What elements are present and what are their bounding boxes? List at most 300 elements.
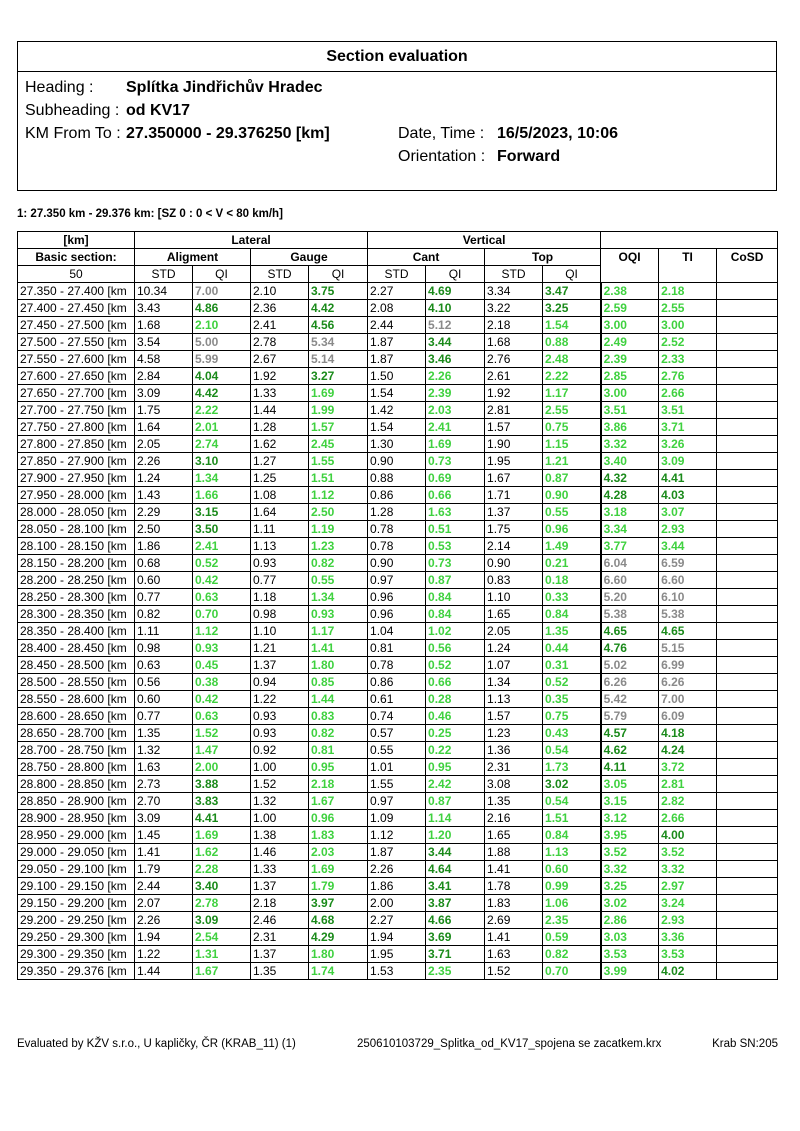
oqi-cell: 4.28 bbox=[601, 487, 659, 504]
gauge-std-cell: 1.37 bbox=[251, 878, 309, 895]
gauge-qi-cell: 1.80 bbox=[309, 657, 368, 674]
km-value: 27.350000 - 29.376250 [km] bbox=[126, 125, 330, 142]
oqi-cell: 3.32 bbox=[601, 436, 659, 453]
cosd-cell bbox=[717, 623, 778, 640]
top-std-header: STD bbox=[485, 266, 543, 283]
cosd-cell bbox=[717, 725, 778, 742]
gauge-qi-cell: 3.97 bbox=[309, 895, 368, 912]
cosd-header: CoSD bbox=[717, 249, 778, 283]
gauge-qi-cell: 1.57 bbox=[309, 419, 368, 436]
cant-std-header: STD bbox=[368, 266, 426, 283]
top-qi-cell: 0.33 bbox=[543, 589, 601, 606]
ti-cell: 5.15 bbox=[659, 640, 717, 657]
gauge-std-cell: 1.22 bbox=[251, 691, 309, 708]
cant-std-cell: 1.86 bbox=[368, 878, 426, 895]
cosd-cell bbox=[717, 963, 778, 980]
top-qi-cell: 1.15 bbox=[543, 436, 601, 453]
gauge-qi-cell: 1.83 bbox=[309, 827, 368, 844]
oqi-cell: 3.02 bbox=[601, 895, 659, 912]
alignment-std-cell: 1.86 bbox=[135, 538, 193, 555]
top-qi-cell: 2.55 bbox=[543, 402, 601, 419]
oqi-cell: 4.76 bbox=[601, 640, 659, 657]
top-std-cell: 1.95 bbox=[485, 453, 543, 470]
basic-section-header: Basic section: bbox=[18, 249, 135, 266]
cant-std-cell: 2.44 bbox=[368, 317, 426, 334]
ti-cell: 4.41 bbox=[659, 470, 717, 487]
cosd-cell bbox=[717, 776, 778, 793]
km-range-cell: 28.250 - 28.300 [km bbox=[18, 589, 135, 606]
cant-std-cell: 1.42 bbox=[368, 402, 426, 419]
gauge-std-cell: 0.93 bbox=[251, 555, 309, 572]
gauge-std-cell: 1.92 bbox=[251, 368, 309, 385]
alignment-qi-cell: 3.15 bbox=[193, 504, 251, 521]
cant-qi-cell: 0.87 bbox=[426, 793, 485, 810]
cant-std-cell: 0.74 bbox=[368, 708, 426, 725]
table-row bbox=[18, 470, 778, 487]
alignment-std-cell: 2.26 bbox=[135, 453, 193, 470]
top-std-cell: 2.16 bbox=[485, 810, 543, 827]
ti-cell: 3.44 bbox=[659, 538, 717, 555]
cant-qi-cell: 1.02 bbox=[426, 623, 485, 640]
alignment-std-cell: 2.84 bbox=[135, 368, 193, 385]
gauge-std-cell: 1.00 bbox=[251, 759, 309, 776]
table-row bbox=[18, 844, 778, 861]
top-std-cell: 1.88 bbox=[485, 844, 543, 861]
oqi-cell: 2.85 bbox=[601, 368, 659, 385]
km-range-cell: 27.400 - 27.450 [km bbox=[18, 300, 135, 317]
table-row bbox=[18, 759, 778, 776]
gauge-qi-cell: 1.12 bbox=[309, 487, 368, 504]
alignment-qi-cell: 4.42 bbox=[193, 385, 251, 402]
cant-qi-cell: 0.66 bbox=[426, 487, 485, 504]
cant-std-cell: 0.86 bbox=[368, 674, 426, 691]
gauge-qi-cell: 3.27 bbox=[309, 368, 368, 385]
ti-cell: 2.93 bbox=[659, 521, 717, 538]
top-std-cell: 0.90 bbox=[485, 555, 543, 572]
cant-std-cell: 1.28 bbox=[368, 504, 426, 521]
cosd-cell bbox=[717, 759, 778, 776]
ti-cell: 7.00 bbox=[659, 691, 717, 708]
km-range-cell: 29.300 - 29.350 [km bbox=[18, 946, 135, 963]
top-std-cell: 1.23 bbox=[485, 725, 543, 742]
top-std-cell: 1.78 bbox=[485, 878, 543, 895]
km-range-cell: 28.550 - 28.600 [km bbox=[18, 691, 135, 708]
orientation-label: Orientation : bbox=[398, 148, 486, 165]
alignment-qi-cell: 5.99 bbox=[193, 351, 251, 368]
ti-cell: 3.51 bbox=[659, 402, 717, 419]
alignment-std-cell: 1.41 bbox=[135, 844, 193, 861]
oqi-cell: 3.53 bbox=[601, 946, 659, 963]
cosd-cell bbox=[717, 929, 778, 946]
ti-cell: 4.02 bbox=[659, 963, 717, 980]
km-range-cell: 28.850 - 28.900 [km bbox=[18, 793, 135, 810]
alignment-qi-cell: 2.22 bbox=[193, 402, 251, 419]
km-range-cell: 29.150 - 29.200 [km bbox=[18, 895, 135, 912]
cosd-cell bbox=[717, 334, 778, 351]
oqi-cell: 5.20 bbox=[601, 589, 659, 606]
cant-qi-header: QI bbox=[426, 266, 485, 283]
cant-qi-cell: 0.95 bbox=[426, 759, 485, 776]
alignment-qi-cell: 2.28 bbox=[193, 861, 251, 878]
ti-cell: 3.72 bbox=[659, 759, 717, 776]
report-title: Section evaluation bbox=[18, 42, 776, 72]
ti-cell: 4.65 bbox=[659, 623, 717, 640]
oqi-cell: 3.12 bbox=[601, 810, 659, 827]
alignment-std-cell: 1.22 bbox=[135, 946, 193, 963]
table-row bbox=[18, 623, 778, 640]
km-range-cell: 27.350 - 27.400 [km bbox=[18, 283, 135, 300]
gauge-qi-cell: 2.45 bbox=[309, 436, 368, 453]
header-row-2 bbox=[18, 249, 778, 266]
cosd-cell bbox=[717, 419, 778, 436]
alignment-qi-cell: 3.83 bbox=[193, 793, 251, 810]
alignment-std-cell: 0.82 bbox=[135, 606, 193, 623]
cant-qi-cell: 0.52 bbox=[426, 657, 485, 674]
cant-std-cell: 1.12 bbox=[368, 827, 426, 844]
gauge-qi-cell: 0.85 bbox=[309, 674, 368, 691]
km-range-cell: 28.700 - 28.750 [km bbox=[18, 742, 135, 759]
top-qi-cell: 0.18 bbox=[543, 572, 601, 589]
alignment-qi-cell: 0.45 bbox=[193, 657, 251, 674]
table-row bbox=[18, 674, 778, 691]
km-range-cell: 27.650 - 27.700 [km bbox=[18, 385, 135, 402]
oqi-cell: 4.62 bbox=[601, 742, 659, 759]
top-qi-cell: 0.44 bbox=[543, 640, 601, 657]
alignment-header: Aligment bbox=[135, 249, 251, 266]
top-std-cell: 2.31 bbox=[485, 759, 543, 776]
cant-qi-cell: 1.69 bbox=[426, 436, 485, 453]
km-range-cell: 27.900 - 27.950 [km bbox=[18, 470, 135, 487]
cosd-cell bbox=[717, 742, 778, 759]
gauge-std-cell: 0.94 bbox=[251, 674, 309, 691]
heading-label: Heading : bbox=[25, 79, 94, 96]
gauge-std-cell: 1.21 bbox=[251, 640, 309, 657]
cosd-cell bbox=[717, 470, 778, 487]
section-length: 50 bbox=[18, 266, 135, 283]
orientation-value: Forward bbox=[497, 148, 561, 165]
table-row bbox=[18, 283, 778, 300]
cant-std-cell: 1.87 bbox=[368, 334, 426, 351]
gauge-std-cell: 1.44 bbox=[251, 402, 309, 419]
oqi-header: OQI bbox=[601, 249, 659, 283]
gauge-std-cell: 1.62 bbox=[251, 436, 309, 453]
gauge-std-cell: 0.92 bbox=[251, 742, 309, 759]
gauge-qi-cell: 0.82 bbox=[309, 725, 368, 742]
cosd-cell bbox=[717, 895, 778, 912]
gauge-std-cell: 2.41 bbox=[251, 317, 309, 334]
gauge-qi-cell: 2.18 bbox=[309, 776, 368, 793]
gauge-std-cell: 2.18 bbox=[251, 895, 309, 912]
ti-cell: 3.71 bbox=[659, 419, 717, 436]
cant-std-cell: 1.87 bbox=[368, 844, 426, 861]
cant-qi-cell: 2.35 bbox=[426, 963, 485, 980]
alignment-qi-cell: 2.78 bbox=[193, 895, 251, 912]
cant-std-cell: 1.95 bbox=[368, 946, 426, 963]
gauge-std-cell: 1.37 bbox=[251, 946, 309, 963]
top-qi-cell: 0.54 bbox=[543, 742, 601, 759]
top-qi-cell: 0.88 bbox=[543, 334, 601, 351]
oqi-cell: 3.40 bbox=[601, 453, 659, 470]
alignment-std-cell: 0.56 bbox=[135, 674, 193, 691]
cant-qi-cell: 0.66 bbox=[426, 674, 485, 691]
top-std-cell: 1.35 bbox=[485, 793, 543, 810]
cosd-cell bbox=[717, 674, 778, 691]
top-std-cell: 2.18 bbox=[485, 317, 543, 334]
top-qi-cell: 3.02 bbox=[543, 776, 601, 793]
cant-qi-cell: 0.84 bbox=[426, 589, 485, 606]
top-std-cell: 1.65 bbox=[485, 606, 543, 623]
oqi-cell: 3.25 bbox=[601, 878, 659, 895]
alignment-qi-cell: 3.88 bbox=[193, 776, 251, 793]
gauge-std-cell: 0.93 bbox=[251, 708, 309, 725]
top-qi-cell: 1.51 bbox=[543, 810, 601, 827]
cosd-cell bbox=[717, 708, 778, 725]
cant-qi-cell: 1.20 bbox=[426, 827, 485, 844]
ti-cell: 3.32 bbox=[659, 861, 717, 878]
top-std-cell: 1.34 bbox=[485, 674, 543, 691]
ti-cell: 3.09 bbox=[659, 453, 717, 470]
cosd-cell bbox=[717, 912, 778, 929]
ti-cell: 4.00 bbox=[659, 827, 717, 844]
top-std-cell: 3.22 bbox=[485, 300, 543, 317]
oqi-cell: 5.79 bbox=[601, 708, 659, 725]
km-range-cell: 29.250 - 29.300 [km bbox=[18, 929, 135, 946]
oqi-cell: 3.03 bbox=[601, 929, 659, 946]
top-std-cell: 1.90 bbox=[485, 436, 543, 453]
table-row bbox=[18, 317, 778, 334]
cant-std-cell: 0.88 bbox=[368, 470, 426, 487]
cant-qi-cell: 1.14 bbox=[426, 810, 485, 827]
top-std-cell: 1.13 bbox=[485, 691, 543, 708]
alignment-qi-cell: 1.34 bbox=[193, 470, 251, 487]
gauge-std-cell: 1.28 bbox=[251, 419, 309, 436]
cant-qi-cell: 3.44 bbox=[426, 844, 485, 861]
km-range-cell: 29.200 - 29.250 [km bbox=[18, 912, 135, 929]
table-row bbox=[18, 963, 778, 980]
gauge-std-cell: 1.00 bbox=[251, 810, 309, 827]
alignment-std-cell: 4.58 bbox=[135, 351, 193, 368]
table-row bbox=[18, 334, 778, 351]
top-qi-cell: 0.54 bbox=[543, 793, 601, 810]
top-qi-cell: 0.31 bbox=[543, 657, 601, 674]
cosd-cell bbox=[717, 606, 778, 623]
ti-cell: 2.97 bbox=[659, 878, 717, 895]
alignment-qi-cell: 0.42 bbox=[193, 572, 251, 589]
top-std-cell: 1.63 bbox=[485, 946, 543, 963]
top-qi-cell: 0.52 bbox=[543, 674, 601, 691]
top-std-cell: 1.36 bbox=[485, 742, 543, 759]
gauge-qi-cell: 1.55 bbox=[309, 453, 368, 470]
top-qi-cell: 1.13 bbox=[543, 844, 601, 861]
cosd-cell bbox=[717, 793, 778, 810]
km-range-cell: 28.150 - 28.200 [km bbox=[18, 555, 135, 572]
cant-qi-cell: 0.73 bbox=[426, 555, 485, 572]
alignment-qi-cell: 1.47 bbox=[193, 742, 251, 759]
table-row bbox=[18, 810, 778, 827]
cant-qi-cell: 3.71 bbox=[426, 946, 485, 963]
ti-cell: 5.38 bbox=[659, 606, 717, 623]
alignment-qi-cell: 1.52 bbox=[193, 725, 251, 742]
gauge-qi-cell: 1.80 bbox=[309, 946, 368, 963]
cant-qi-cell: 2.39 bbox=[426, 385, 485, 402]
top-qi-cell: 3.25 bbox=[543, 300, 601, 317]
km-range-cell: 27.750 - 27.800 [km bbox=[18, 419, 135, 436]
gauge-std-cell: 2.10 bbox=[251, 283, 309, 300]
table-row bbox=[18, 725, 778, 742]
cant-std-cell: 0.90 bbox=[368, 453, 426, 470]
cosd-cell bbox=[717, 436, 778, 453]
ti-cell: 2.76 bbox=[659, 368, 717, 385]
oqi-cell: 4.57 bbox=[601, 725, 659, 742]
oqi-cell: 3.77 bbox=[601, 538, 659, 555]
gauge-qi-cell: 5.14 bbox=[309, 351, 368, 368]
cant-qi-cell: 0.69 bbox=[426, 470, 485, 487]
alignment-std-cell: 2.50 bbox=[135, 521, 193, 538]
header-row-1 bbox=[18, 232, 778, 249]
alignment-qi-cell: 2.10 bbox=[193, 317, 251, 334]
cant-std-cell: 0.78 bbox=[368, 521, 426, 538]
footer-evaluator: Evaluated by KŽV s.r.o., U kapličky, ČR (KRAB_11) (1) bbox=[17, 1038, 296, 1050]
ti-cell: 2.81 bbox=[659, 776, 717, 793]
top-qi-cell: 1.54 bbox=[543, 317, 601, 334]
top-qi-cell: 2.35 bbox=[543, 912, 601, 929]
table-row bbox=[18, 878, 778, 895]
top-std-cell: 2.76 bbox=[485, 351, 543, 368]
subheading-label: Subheading : bbox=[25, 102, 120, 119]
alignment-std-cell: 0.60 bbox=[135, 691, 193, 708]
top-std-cell: 1.07 bbox=[485, 657, 543, 674]
footer-filename: 250610103729_Splitka_od_KV17_spojena se zacatkem.krx bbox=[357, 1038, 662, 1050]
cant-qi-cell: 4.64 bbox=[426, 861, 485, 878]
table-row bbox=[18, 504, 778, 521]
alignment-std-cell: 1.63 bbox=[135, 759, 193, 776]
gauge-std-cell: 2.78 bbox=[251, 334, 309, 351]
gauge-qi-cell: 3.75 bbox=[309, 283, 368, 300]
oqi-cell: 2.86 bbox=[601, 912, 659, 929]
table-row bbox=[18, 402, 778, 419]
oqi-cell: 3.52 bbox=[601, 844, 659, 861]
ti-cell: 6.99 bbox=[659, 657, 717, 674]
alignment-qi-cell: 2.41 bbox=[193, 538, 251, 555]
top-qi-cell: 0.84 bbox=[543, 827, 601, 844]
top-qi-cell: 2.22 bbox=[543, 368, 601, 385]
oqi-cell: 3.00 bbox=[601, 317, 659, 334]
oqi-cell: 4.32 bbox=[601, 470, 659, 487]
ti-cell: 3.53 bbox=[659, 946, 717, 963]
alignment-std-cell: 2.07 bbox=[135, 895, 193, 912]
km-range-cell: 28.300 - 28.350 [km bbox=[18, 606, 135, 623]
cant-qi-cell: 2.26 bbox=[426, 368, 485, 385]
alignment-std-cell: 2.29 bbox=[135, 504, 193, 521]
cant-std-cell: 2.27 bbox=[368, 283, 426, 300]
gauge-qi-cell: 1.17 bbox=[309, 623, 368, 640]
alignment-qi-cell: 3.50 bbox=[193, 521, 251, 538]
ti-cell: 4.03 bbox=[659, 487, 717, 504]
top-qi-cell: 1.35 bbox=[543, 623, 601, 640]
cant-qi-cell: 2.42 bbox=[426, 776, 485, 793]
cant-qi-cell: 0.25 bbox=[426, 725, 485, 742]
alignment-qi-cell: 4.04 bbox=[193, 368, 251, 385]
gauge-std-cell: 1.37 bbox=[251, 657, 309, 674]
alignment-qi-cell: 0.70 bbox=[193, 606, 251, 623]
lateral-header: Lateral bbox=[135, 232, 368, 249]
km-range-cell: 28.100 - 28.150 [km bbox=[18, 538, 135, 555]
top-qi-cell: 0.75 bbox=[543, 419, 601, 436]
subheading-value: od KV17 bbox=[126, 102, 191, 119]
km-range-cell: 28.200 - 28.250 [km bbox=[18, 572, 135, 589]
alignment-std-cell: 1.94 bbox=[135, 929, 193, 946]
oqi-cell: 3.95 bbox=[601, 827, 659, 844]
alignment-qi-cell: 1.12 bbox=[193, 623, 251, 640]
cosd-cell bbox=[717, 538, 778, 555]
cosd-cell bbox=[717, 844, 778, 861]
table-row bbox=[18, 572, 778, 589]
cant-std-cell: 1.50 bbox=[368, 368, 426, 385]
ti-cell: 3.36 bbox=[659, 929, 717, 946]
table-row bbox=[18, 419, 778, 436]
table-row bbox=[18, 895, 778, 912]
alignment-qi-cell: 4.86 bbox=[193, 300, 251, 317]
cosd-cell bbox=[717, 504, 778, 521]
gauge-qi-cell: 1.51 bbox=[309, 470, 368, 487]
km-range-cell: 28.350 - 28.400 [km bbox=[18, 623, 135, 640]
gauge-std-cell: 1.08 bbox=[251, 487, 309, 504]
cant-qi-cell: 0.53 bbox=[426, 538, 485, 555]
alignment-qi-cell: 1.67 bbox=[193, 963, 251, 980]
gauge-std-cell: 2.67 bbox=[251, 351, 309, 368]
top-qi-cell: 0.35 bbox=[543, 691, 601, 708]
gauge-std-cell: 1.27 bbox=[251, 453, 309, 470]
cosd-cell bbox=[717, 453, 778, 470]
top-qi-cell: 1.06 bbox=[543, 895, 601, 912]
cosd-cell bbox=[717, 368, 778, 385]
cant-std-cell: 1.87 bbox=[368, 351, 426, 368]
gauge-qi-cell: 0.83 bbox=[309, 708, 368, 725]
ti-cell: 6.09 bbox=[659, 708, 717, 725]
gauge-std-cell: 1.33 bbox=[251, 385, 309, 402]
km-range-cell: 29.000 - 29.050 [km bbox=[18, 844, 135, 861]
cosd-cell bbox=[717, 640, 778, 657]
gauge-std-cell: 0.98 bbox=[251, 606, 309, 623]
alignment-qi-cell: 1.31 bbox=[193, 946, 251, 963]
top-std-cell: 1.92 bbox=[485, 385, 543, 402]
cant-std-cell: 2.26 bbox=[368, 861, 426, 878]
oqi-cell: 6.04 bbox=[601, 555, 659, 572]
top-qi-cell: 0.21 bbox=[543, 555, 601, 572]
cant-std-cell: 1.09 bbox=[368, 810, 426, 827]
ti-cell: 2.93 bbox=[659, 912, 717, 929]
oqi-cell: 2.39 bbox=[601, 351, 659, 368]
alignment-std-cell: 2.26 bbox=[135, 912, 193, 929]
km-range-cell: 28.050 - 28.100 [km bbox=[18, 521, 135, 538]
alignment-std-cell: 1.79 bbox=[135, 861, 193, 878]
alignment-qi-cell: 3.40 bbox=[193, 878, 251, 895]
vertical-header: Vertical bbox=[368, 232, 601, 249]
cant-std-cell: 0.61 bbox=[368, 691, 426, 708]
table-row bbox=[18, 589, 778, 606]
oqi-cell: 4.11 bbox=[601, 759, 659, 776]
cosd-cell bbox=[717, 572, 778, 589]
ti-cell: 6.10 bbox=[659, 589, 717, 606]
gauge-std-header: STD bbox=[251, 266, 309, 283]
cosd-cell bbox=[717, 827, 778, 844]
table-row bbox=[18, 368, 778, 385]
ti-cell: 3.00 bbox=[659, 317, 717, 334]
gauge-qi-cell: 0.55 bbox=[309, 572, 368, 589]
cant-std-cell: 0.55 bbox=[368, 742, 426, 759]
alignment-std-cell: 1.64 bbox=[135, 419, 193, 436]
ti-cell: 3.07 bbox=[659, 504, 717, 521]
